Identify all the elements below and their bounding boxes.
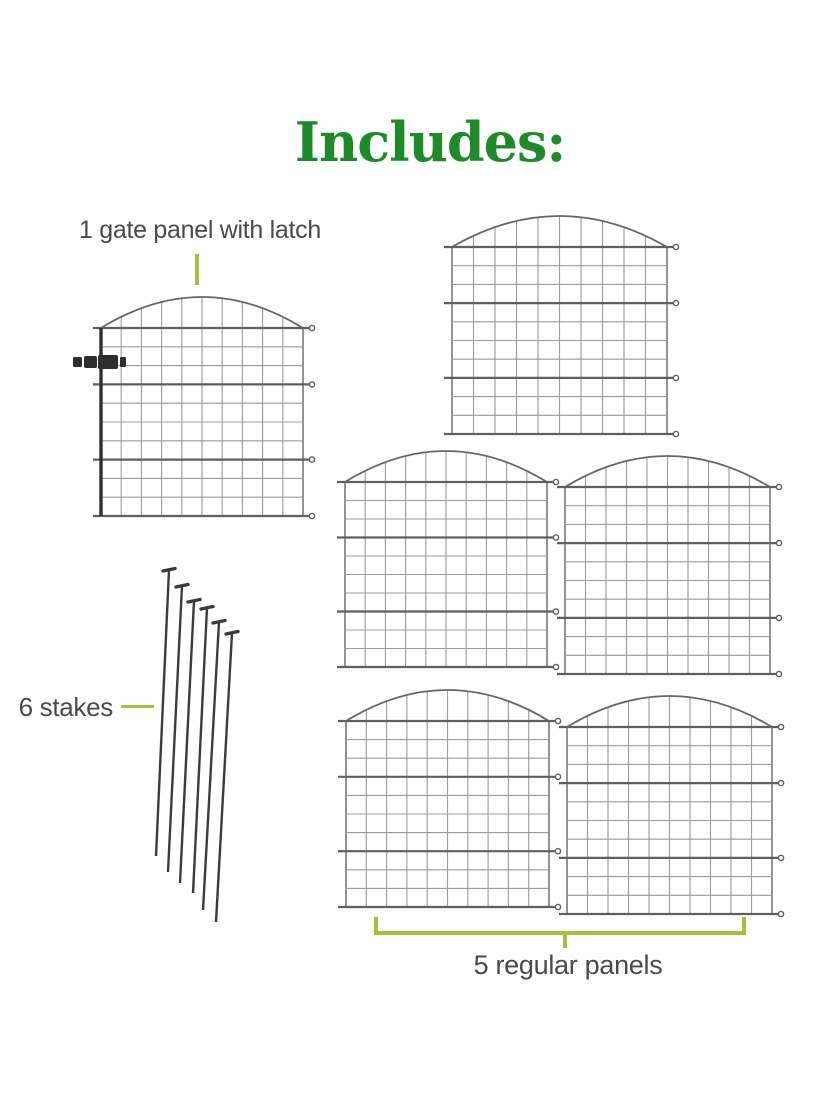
gate-panel [93, 290, 311, 520]
panels-bracket [374, 917, 746, 935]
regular-panels-label: 5 regular panels [473, 950, 663, 980]
regular-panel-3 [557, 449, 778, 678]
page-title: Includes: [294, 110, 566, 174]
regular-panel-5 [559, 689, 780, 918]
regular-panel-4 [338, 683, 557, 911]
regular-panel-1 [444, 209, 675, 438]
gate-panel-label: 1 gate panel with latch [79, 216, 321, 244]
stakes-label: 6 stakes [18, 692, 113, 722]
gate-pointer-line [195, 254, 199, 285]
panels-bracket-tick [563, 931, 567, 948]
regular-panel-2 [337, 444, 555, 671]
stakes-group [140, 560, 250, 932]
